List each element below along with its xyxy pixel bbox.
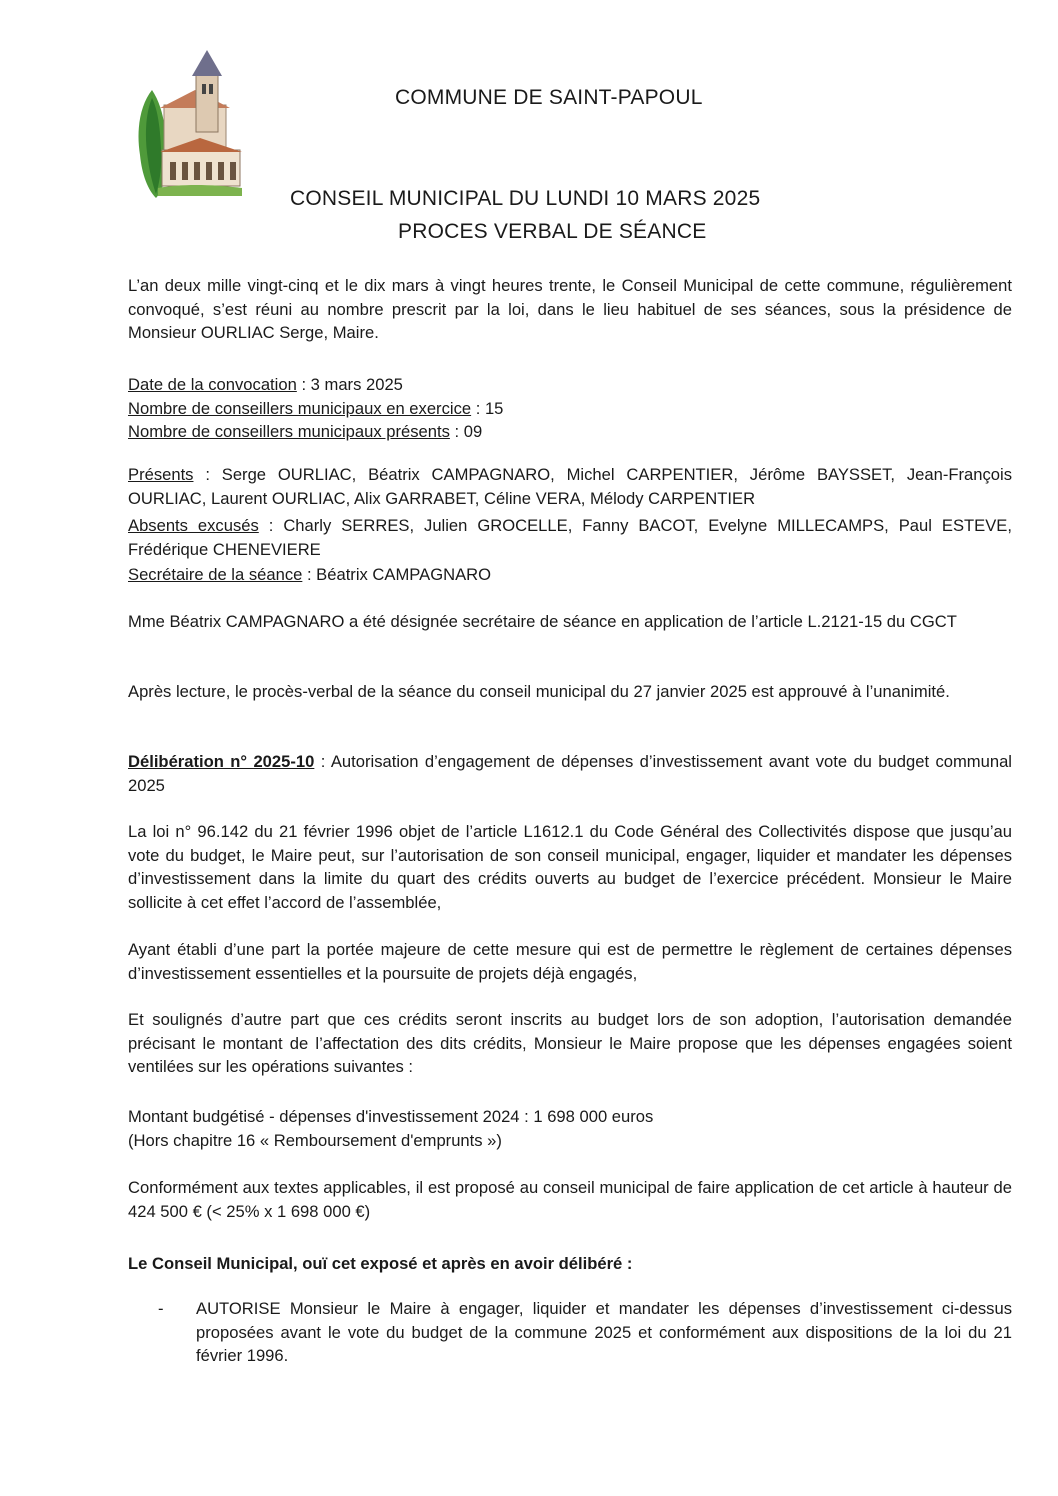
conseillers-presents-label: Nombre de conseillers municipaux présents [128,422,450,441]
conseillers-exercice-label: Nombre de conseillers municipaux en exercice [128,398,472,418]
secretaire-line [128,563,1012,587]
decision-heading: Le Conseil Municipal, ouï cet exposé et après en avoir délibéré : [128,1254,633,1273]
deliberation-title: : Autorisation d’engagement de dépenses d’investissement avant vote du budget communal 2025 [128,752,1012,795]
ayant-paragraph: Ayant établi d’une part la portée majeure de cette mesure qui est de permettre le règlement de certaines dépenses d’investissement essentielles et la poursuite de projets déjà engagés, [128,940,1012,983]
montant-block [128,1105,1012,1152]
decision-text: AUTORISE Monsieur le Maire à engager, liquider et mandater les dépenses d’investissement ci-dessus proposées avant le vote du budget de la commune 2025 et conformément aux dispositions de la loi du 21 février 1996. [196,1299,1012,1365]
conseil-title: CONSEIL MUNICIPAL DU LUNDI 10 MARS 2025 [290,187,761,210]
conseillers-presents-value: : 09 [449,422,483,441]
intro-paragraph: L’an deux mille vingt-cinq et le dix mars à vingt heures trente, le Conseil Municipal de cette commune, régulièrement convoqué, s’est réuni au nombre prescrit par la loi, dans le lieu habituel de ses séances, sous la présidence de Monsieur OURLIAC Serge, Maire. [128,276,1012,342]
montant-line: Montant budgétisé - dépenses d'investissement 2024 : 1 698 000 euros [128,1107,654,1126]
absents-value: : Charly SERRES, Julien GROCELLE, Fanny BACOT, Evelyne MILLECAMPS, Paul ESTEVE, Frédérique CHENEVIERE [128,516,1012,559]
conseillers-exercice-line [128,397,1012,421]
deliberation-heading [128,750,1012,797]
pv-title: PROCES VERBAL DE SÉANCE [398,220,707,243]
deliberation-number: Délibération n° 2025-10 [128,752,315,771]
bullet-dash: - [158,1299,164,1318]
secretaire-label: Secrétaire de la séance [128,565,303,584]
decision-list-item [128,1297,1012,1372]
commune-title: COMMUNE DE SAINT-PAPOUL [395,86,703,109]
conseillers-exercice-value: : 15 [471,398,504,418]
convocation-block [128,373,1012,444]
hors-chapitre-line: (Hors chapitre 16 « Remboursement d'emprunts ») [128,1130,502,1150]
souligne-paragraph: Et soulignés d’autre part que ces crédits seront inscrits au budget lors de son adoption, l’autorisation demandée précisant le montant de l’affectation des dits crédits, Monsieur le Maire propose que les dépenses engagées soient ventilées sur les opérations suivantes : [128,1010,1012,1076]
conseillers-presents-line [128,420,1012,444]
presents-value: : Serge OURLIAC, Béatrix CAMPAGNARO, Michel CARPENTIER, Jérôme BAYSSET, Jean-François OURLIAC, Laurent OURLIAC, Alix GARRABET, Céline VERA, Mélody CARPENTIER [128,465,1012,508]
convocation-date-label: Date de la convocation [128,375,297,394]
secretaire-value: : Béatrix CAMPAGNARO [302,565,492,584]
presents-label: Présents [128,465,194,484]
pv-approval-paragraph: Après lecture, le procès-verbal de la séance du conseil municipal du 27 janvier 2025 est approuvé à l’unanimité. [128,682,950,701]
secretaire-paragraph: Mme Béatrix CAMPAGNARO a été désignée secrétaire de séance en application de l’article L.2121-15 du CGCT [128,612,957,631]
convocation-date-line [128,373,1012,397]
conformement-paragraph: Conformément aux textes applicables, il est proposé au conseil municipal de faire application de cet article à hauteur de 424 500 € (< 25% x 1 698 000 €) [128,1178,1012,1221]
presents-paragraph [128,463,1012,510]
absents-label: Absents excusés [128,516,259,535]
loi-paragraph: La loi n° 96.142 du 21 février 1996 objet de l’article L1612.1 du Code Général des Collectivités dispose que jusqu’au vote du budget, le Maire peut, sur l’autorisation de son conseil municipal, engager, liquider et mandater les dépenses d’investissement dans la limite du quart des crédits ouverts au budget de l’exercice précédent. Monsieur le Maire sollicite à cet effet l’accord de l’assemblée, [128,822,1012,912]
absents-paragraph [128,514,1012,561]
convocation-date-value: : 3 mars 2025 [296,375,403,394]
commune-logo-church-illustration [130,50,245,200]
